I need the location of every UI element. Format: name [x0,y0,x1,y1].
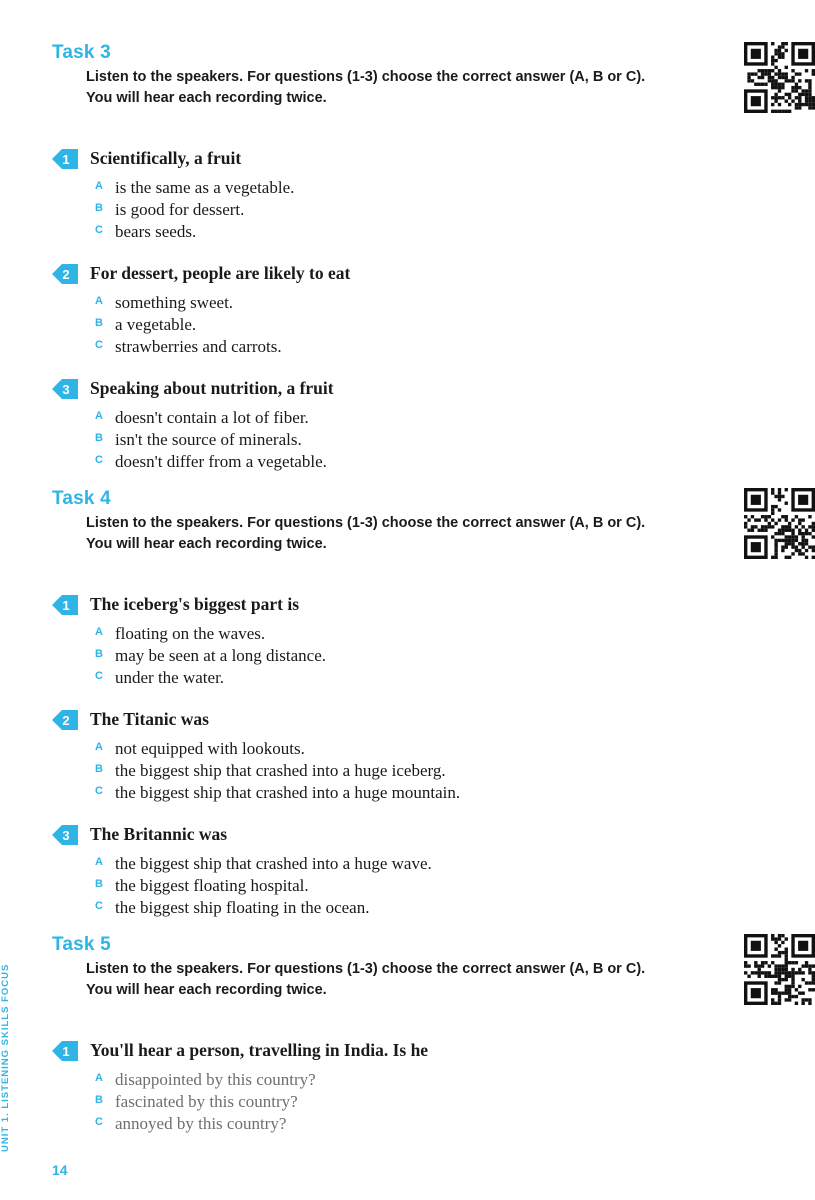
option-text: something sweet. [115,293,234,312]
option-letter: B [95,1094,103,1106]
option-letter: B [95,648,103,660]
qr-code-icon[interactable] [744,934,815,1005]
svg-text:3: 3 [62,828,70,843]
option-letter: C [95,900,103,912]
svg-text:2: 2 [62,267,70,282]
option-text: a vegetable. [115,315,197,334]
option-letter: C [95,1116,103,1128]
option-letter: C [95,224,103,236]
question-number-badge [50,377,80,401]
question-stem: Speaking about nutrition, a fruit [90,378,334,398]
option-text: isn't the source of minerals. [115,430,302,449]
option-letter: A [95,410,103,422]
option-text: the biggest floating hospital. [115,876,309,895]
svg-text:1: 1 [62,598,70,613]
qr-code-icon[interactable] [744,42,815,113]
option-text: not equipped with lookouts. [115,739,305,758]
option-text: bears seeds. [115,222,197,241]
question-number-badge [50,593,80,617]
option-text: annoyed by this country? [115,1114,287,1133]
task-instructions: Listen to the speakers. For questions (1-3) choose the correct answer (A, B or C). You will hear each recording twice. [86,961,646,998]
option-letter: B [95,432,103,444]
task-title: Task 3 [52,42,111,63]
option-text: under the water. [115,668,225,687]
question-number-badge [50,708,80,732]
option-letter: C [95,454,103,466]
option-letter: A [95,1072,103,1084]
option-letter: B [95,878,103,890]
option-text: the biggest ship that crashed into a huge iceberg. [115,761,446,780]
question-number-badge [50,262,80,286]
option-text: strawberries and carrots. [115,337,282,356]
option-text: disappointed by this country? [115,1070,316,1089]
svg-text:3: 3 [62,382,70,397]
option-letter: B [95,317,103,329]
option-letter: A [95,180,103,192]
option-letter: A [95,626,103,638]
unit-side-label: UNIT 1. LISTENING SKILLS FOCUS [0,963,11,1152]
option-letter: A [95,295,103,307]
option-letter: C [95,339,103,351]
task-instructions: Listen to the speakers. For questions (1-3) choose the correct answer (A, B or C). You will hear each recording twice. [86,515,646,552]
task-title: Task 5 [52,934,111,955]
option-text: the biggest ship floating in the ocean. [115,898,370,917]
option-text: fascinated by this country? [115,1092,298,1111]
question-stem: The Britannic was [90,824,228,844]
option-letter: C [95,785,103,797]
question-stem: You'll hear a person, travelling in India. Is he [90,1040,429,1060]
question-number-badge [50,147,80,171]
option-letter: B [95,763,103,775]
option-text: doesn't differ from a vegetable. [115,452,327,471]
option-text: may be seen at a long distance. [115,646,327,665]
option-letter: C [95,670,103,682]
svg-text:1: 1 [62,1044,70,1059]
question-stem: Scientifically, a fruit [90,148,242,168]
question-number-badge [50,1039,80,1063]
option-letter: A [95,856,103,868]
option-letter: B [95,202,103,214]
option-text: doesn't contain a lot of fiber. [115,408,309,427]
option-text: the biggest ship that crashed into a huge mountain. [115,783,461,802]
question-stem: The iceberg's biggest part is [90,594,300,614]
option-text: floating on the waves. [115,624,266,643]
option-letter: A [95,741,103,753]
svg-text:1: 1 [62,152,70,167]
task-title: Task 4 [52,488,111,509]
svg-text:2: 2 [62,713,70,728]
option-text: the biggest ship that crashed into a huge wave. [115,854,432,873]
task-instructions: Listen to the speakers. For questions (1-3) choose the correct answer (A, B or C). You will hear each recording twice. [86,69,646,106]
question-stem: For dessert, people are likely to eat [90,263,351,283]
question-number-badge [50,823,80,847]
qr-code-icon[interactable] [744,488,815,559]
question-stem: The Titanic was [90,709,209,729]
option-text: is the same as a vegetable. [115,178,295,197]
option-text: is good for dessert. [115,200,245,219]
page-number: 14 [52,1162,68,1178]
